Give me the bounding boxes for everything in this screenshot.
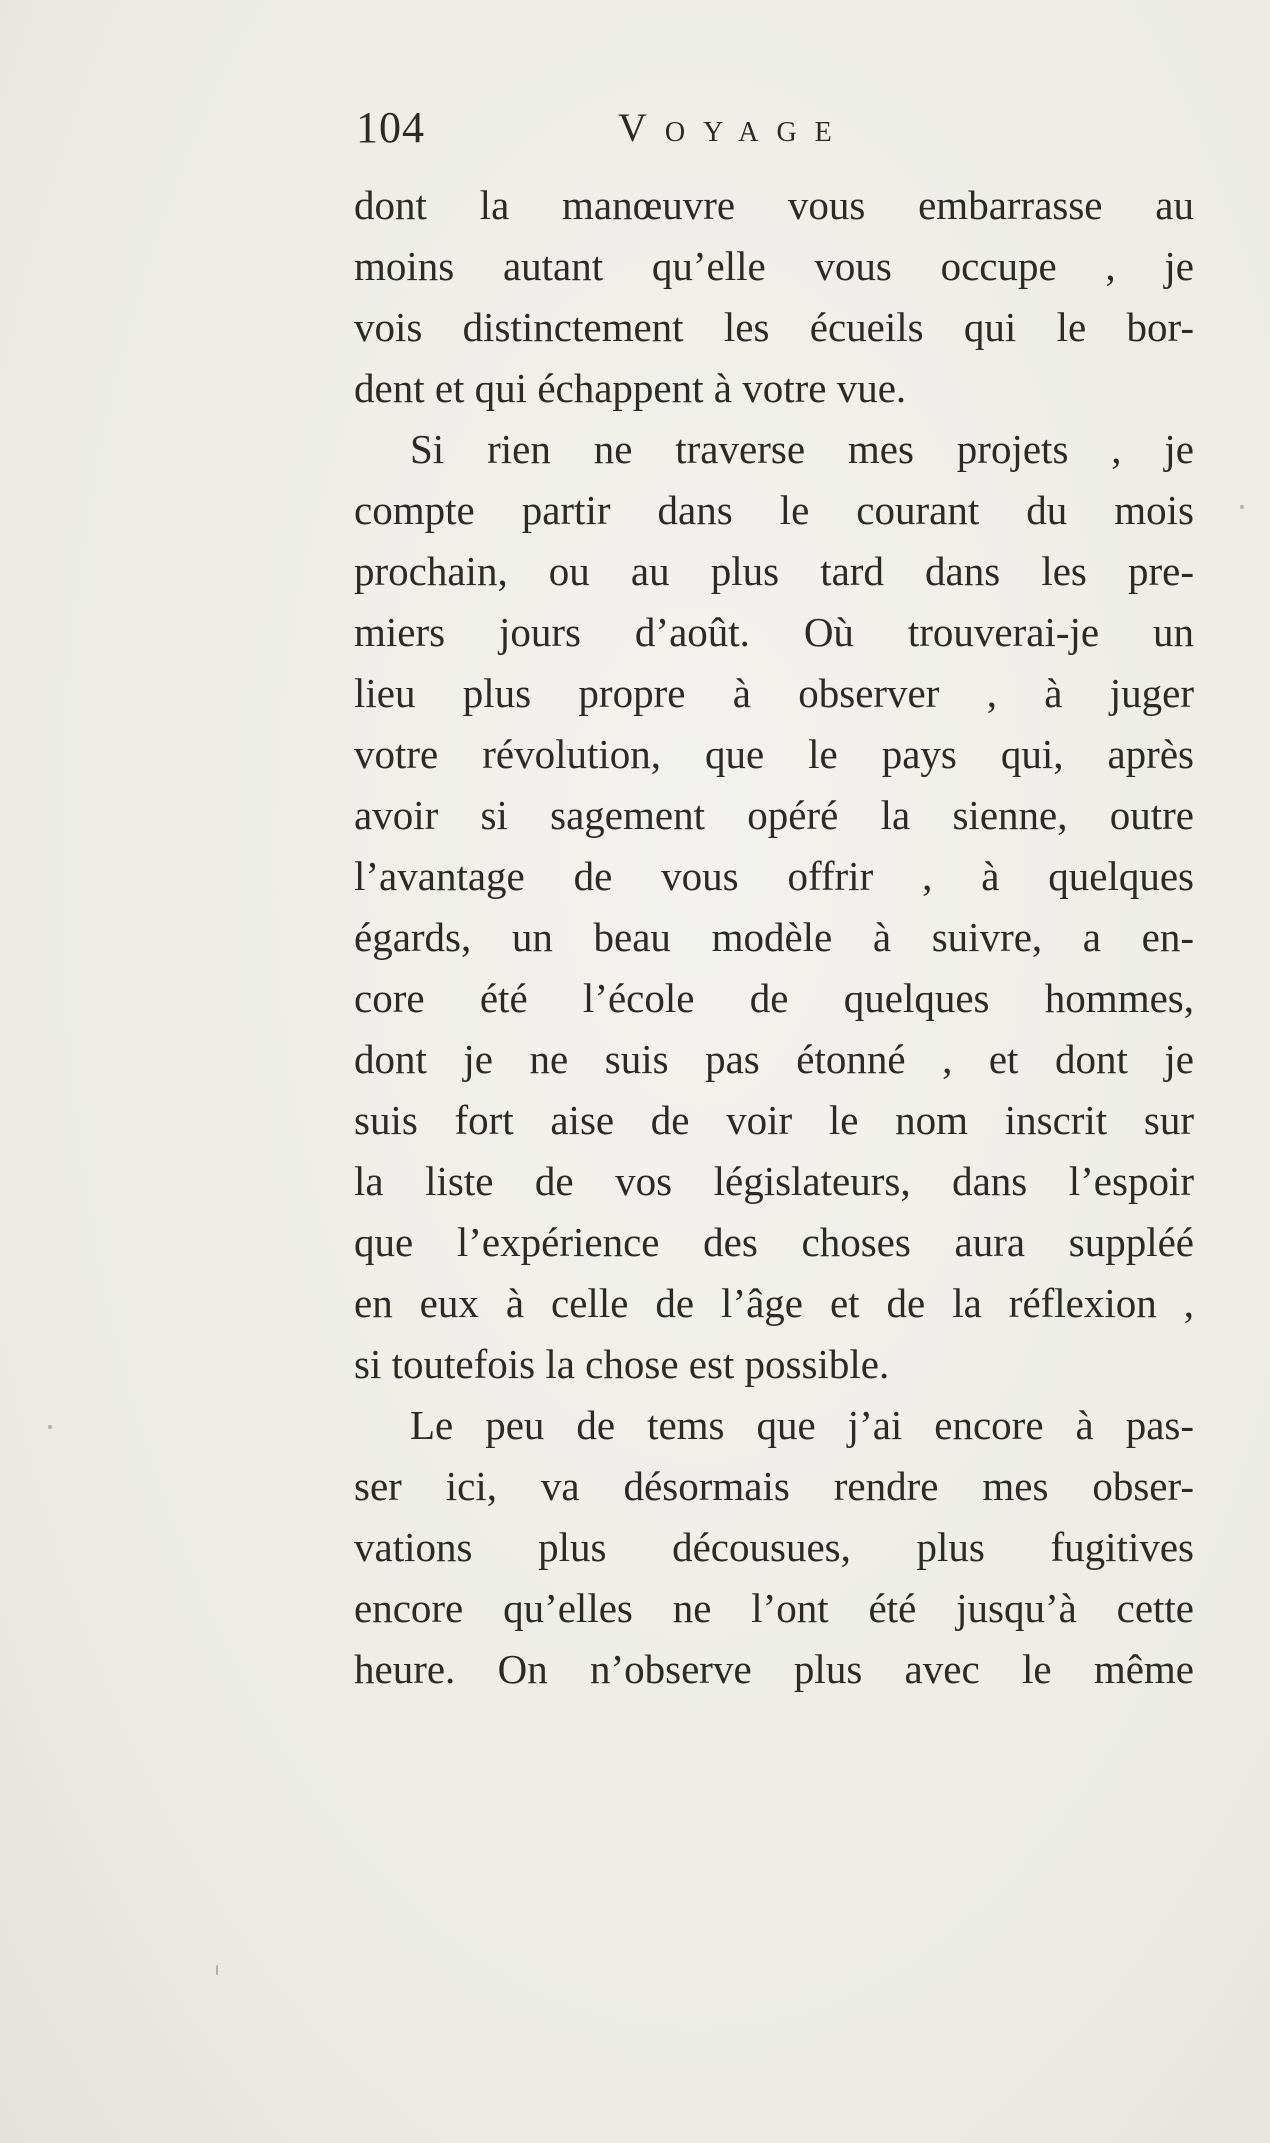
text-line: Le peu de tems que j’ai encore à pas- — [410, 1402, 1194, 1448]
text-line: dont je ne suis pas étonné , et dont je — [354, 1036, 1194, 1082]
text-line: prochain, ou au plus tard dans les pre- — [354, 548, 1194, 594]
text-line: l’avantage de vous offrir , à quelques — [354, 853, 1194, 899]
body-text — [354, 175, 1194, 1700]
text-line: avoir si sagement opéré la sienne, outre — [354, 792, 1194, 838]
text-line: Si rien ne traverse mes projets , je — [410, 426, 1194, 472]
text-line: miers jours d’août. Où trouverai-je un — [354, 609, 1194, 655]
text-line: en eux à celle de l’âge et de la réflexion , — [354, 1280, 1194, 1326]
text-line: lieu plus propre à observer , à juger — [354, 670, 1194, 716]
text-line: encore qu’elles ne l’ont été jusqu’à cette — [354, 1585, 1194, 1631]
text-line: ser ici, va désormais rendre mes obser- — [354, 1463, 1194, 1509]
text-line: moins autant qu’elle vous occupe , je — [354, 243, 1194, 289]
text-line: heure. On n’observe plus avec le même — [354, 1646, 1194, 1692]
text-line: votre révolution, que le pays qui, après — [354, 731, 1194, 777]
page-number: 104 — [356, 103, 425, 152]
page-header — [356, 102, 1196, 162]
paragraph-1 — [354, 175, 1194, 419]
text-line: vations plus décousues, plus fugitives — [354, 1524, 1194, 1570]
paper-speck — [48, 1425, 52, 1429]
text-line: compte partir dans le courant du mois — [354, 487, 1194, 533]
text-line: core été l’école de quelques hommes, — [354, 975, 1194, 1021]
paper-speck — [216, 1965, 218, 1975]
text-line: dent et qui échappent à votre vue. — [354, 365, 907, 411]
text-line: que l’expérience des choses aura suppléé — [354, 1219, 1194, 1265]
paragraph-3 — [354, 1395, 1194, 1700]
text-line: vois distinctement les écueils qui le bor- — [354, 304, 1194, 350]
text-line: si toutefois la chose est possible. — [354, 1341, 890, 1387]
paper-speck — [1240, 505, 1244, 509]
paragraph-2 — [354, 419, 1194, 1395]
running-head: Voyage — [618, 105, 850, 150]
text-line: la liste de vos législateurs, dans l’espoir — [354, 1158, 1194, 1204]
text-line: égards, un beau modèle à suivre, a en- — [354, 914, 1194, 960]
text-line: suis fort aise de voir le nom inscrit sur — [354, 1097, 1194, 1143]
text-line: dont la manœuvre vous embarrasse au — [354, 182, 1194, 228]
